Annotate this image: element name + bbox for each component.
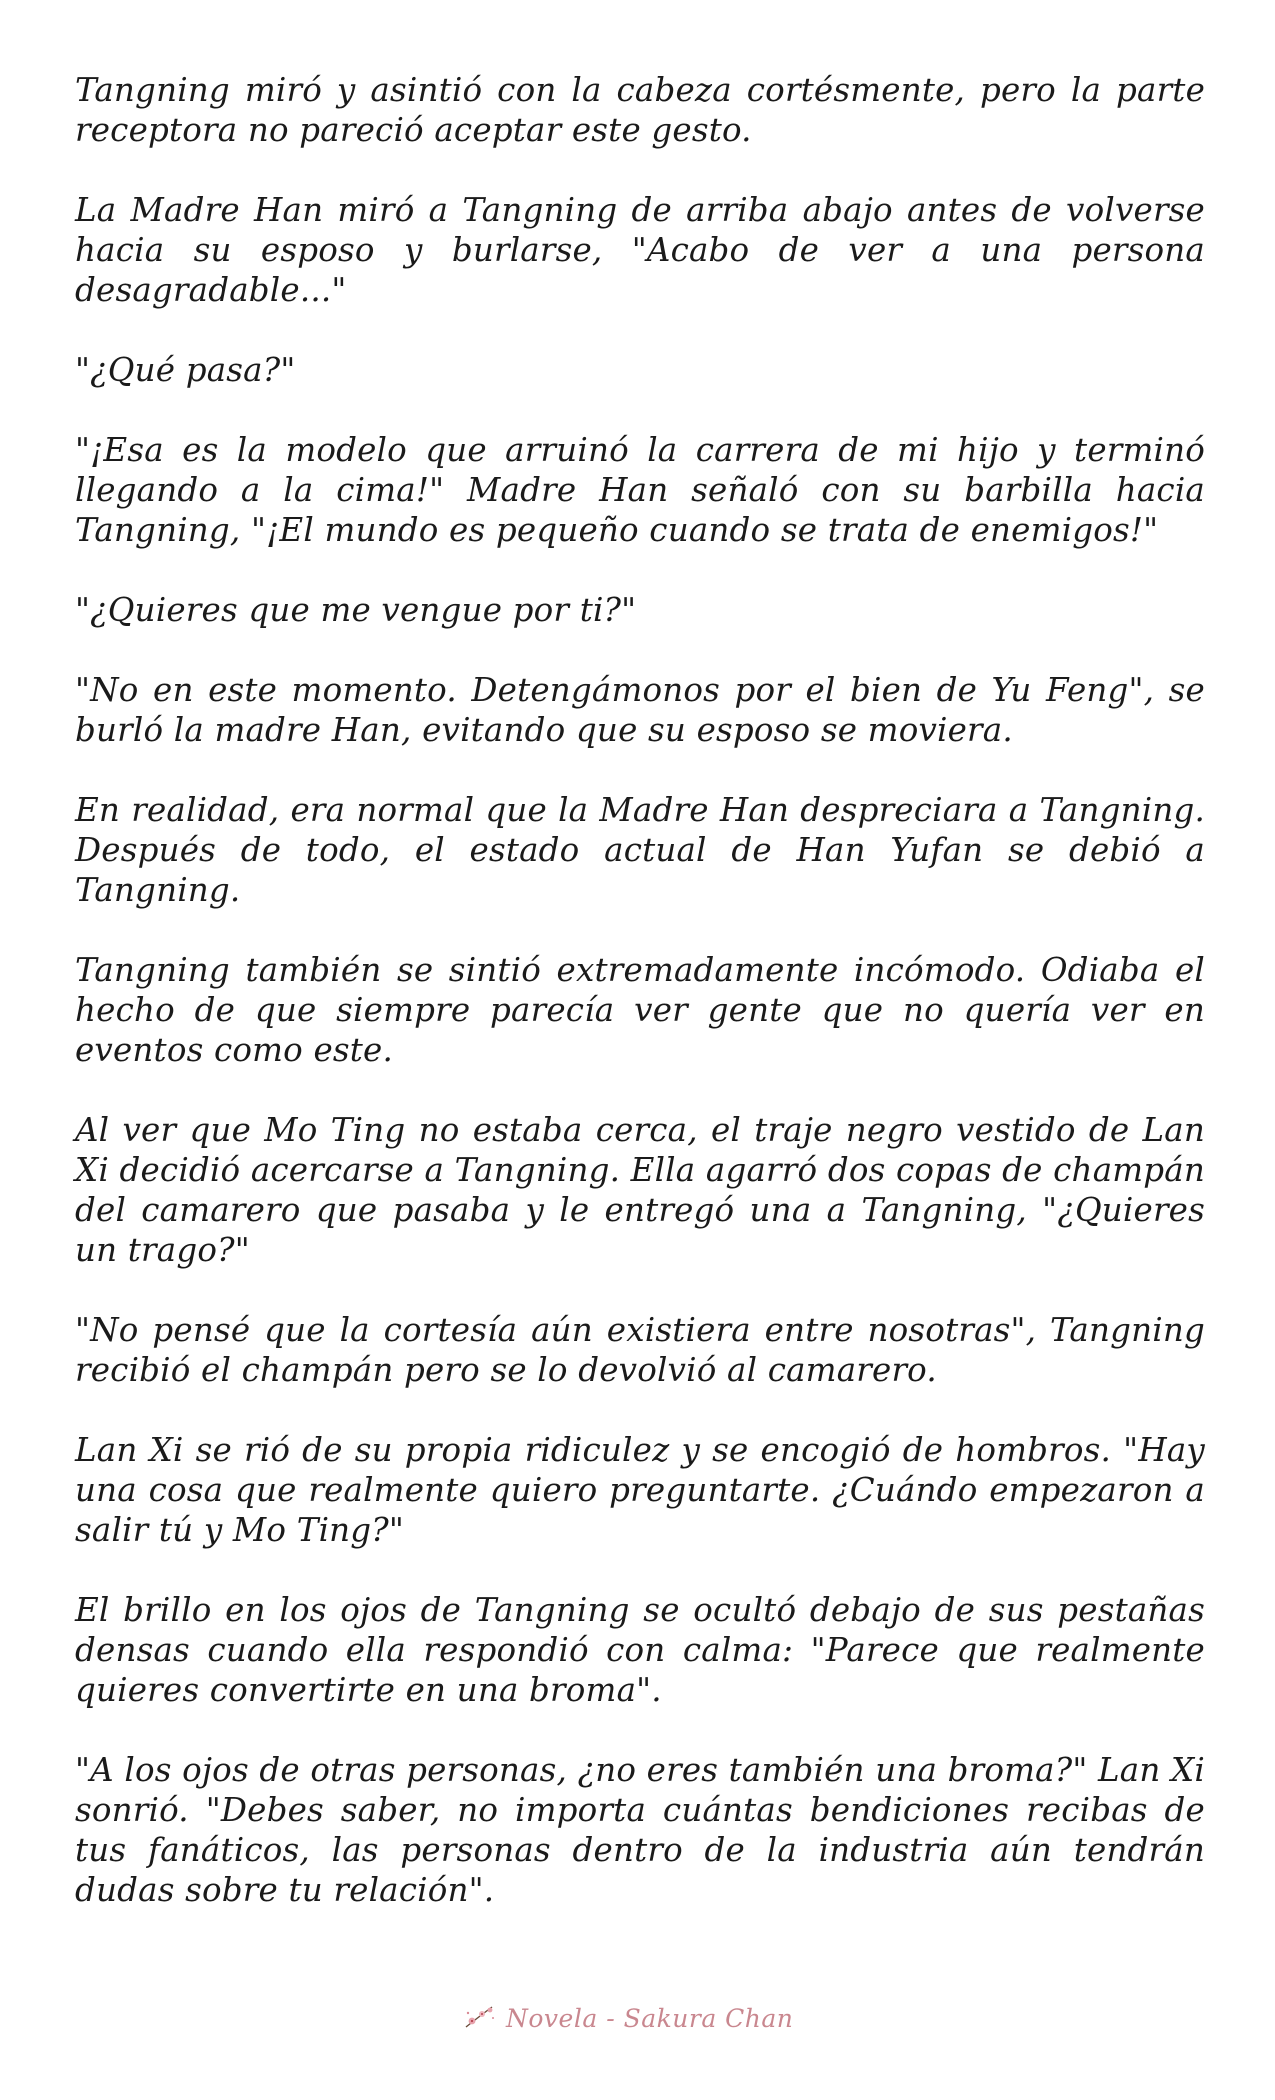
paragraph-12: El brillo en los ojos de Tangning se ocultó debajo de sus pestañas densas cuando ella respondió con calma: "Parece que realmente quieres convertirte en una broma". [75, 1591, 1205, 1709]
paragraph-8: Tangning también se sintió extremadamente incómodo. Odiaba el hecho de que siempre parecía ver gente que no quería ver en eventos como este. [75, 951, 1205, 1069]
paragraph-5: "¿Quieres que me vengue por ti?" [75, 591, 637, 629]
paragraph-7: En realidad, era normal que la Madre Han despreciara a Tangning. Después de todo, el estado actual de Han Yufan se debió a Tangning. [75, 791, 1205, 909]
paragraph-9: Al ver que Mo Ting no estaba cerca, el traje negro vestido de Lan Xi decidió acercarse a Tangning. Ella agarró dos copas de champán del camarero que pasaba y le entregó una a Tangning, "¿Quieres un trago?" [75, 1111, 1205, 1269]
paragraph-3: "¿Qué pasa?" [75, 351, 296, 389]
watermark-text: Novela - Sakura Chan [506, 2003, 794, 2033]
watermark [462, 1998, 793, 2038]
paragraph-6: "No en este momento. Detengámonos por el bien de Yu Feng", se burló la madre Han, evitando que su esposo se moviera. [75, 671, 1205, 749]
sakura-flower-icon [462, 2001, 498, 2036]
paragraph-4: "¡Esa es la modelo que arruinó la carrera de mi hijo y terminó llegando a la cima!" Madre Han señaló con su barbilla hacia Tangning, "¡El mundo es pequeño cuando se trata de enemigos!" [75, 431, 1205, 549]
paragraph-11: Lan Xi se rió de su propia ridiculez y se encogió de hombros. "Hay una cosa que realmente quiero preguntarte. ¿Cuándo empezaron a salir tú y Mo Ting?" [75, 1431, 1205, 1549]
paragraph-2: La Madre Han miró a Tangning de arriba abajo antes de volverse hacia su esposo y burlarse, "Acabo de ver a una persona desagradable..." [75, 191, 1205, 309]
document-body [75, 70, 1205, 1950]
paragraph-10: "No pensé que la cortesía aún existiera entre nosotras", Tangning recibió el champán pero se lo devolvió al camarero. [75, 1311, 1205, 1389]
paragraph-1: Tangning miró y asintió con la cabeza cortésmente, pero la parte receptora no pareció aceptar este gesto. [75, 71, 1205, 149]
paragraph-13: "A los ojos de otras personas, ¿no eres también una broma?" Lan Xi sonrió. "Debes saber, no importa cuántas bendiciones recibas de tus fanáticos, las personas dentro de la industria aún tendrán dudas sobre tu relación". [75, 1751, 1205, 1909]
